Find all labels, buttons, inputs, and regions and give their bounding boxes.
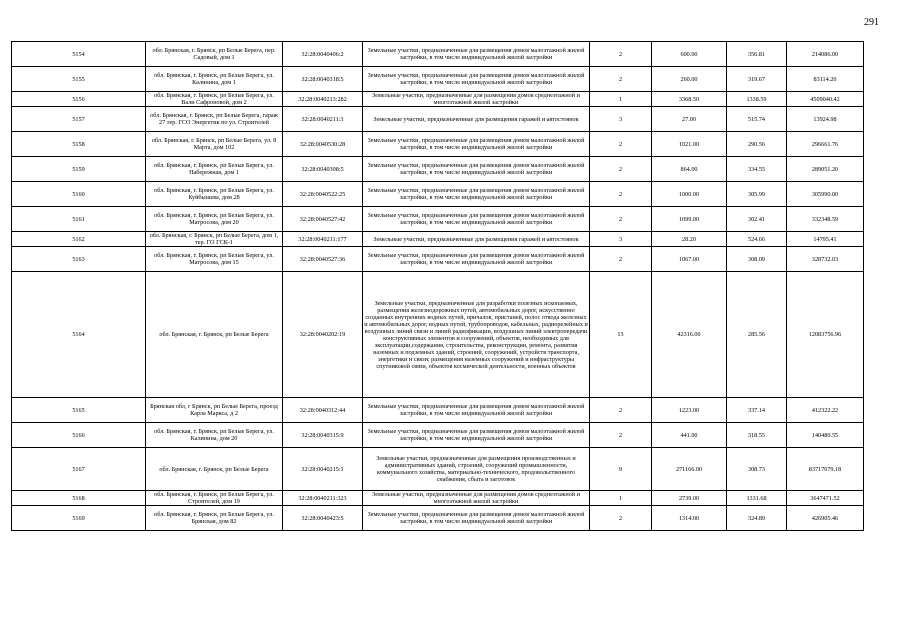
cadastral-number-cell: 32:28:0040215:1 [283, 448, 363, 491]
group-number-cell: 2 [590, 157, 652, 182]
specific-value-cell: 318.55 [727, 423, 787, 448]
table-row [12, 272, 864, 398]
cadastral-value-cell: 426905.46 [787, 506, 864, 531]
group-number-cell: 2 [590, 398, 652, 423]
specific-value-cell: 334.55 [727, 157, 787, 182]
table-row [12, 423, 864, 448]
land-purpose-cell: Земельные участки, предназначенные для размещения домов малоэтажной жилой застройки, в том числе индивидуальной жилой застройки [363, 423, 590, 448]
cadastral-value-cell: 412322.22 [787, 398, 864, 423]
address-cell: обл. Брянская, г. Брянск, рп Белые Берега [146, 272, 283, 398]
cadastral-value-cell: 305990.00 [787, 182, 864, 207]
area-cell: 1314.00 [652, 506, 727, 531]
address-cell: обл. Брянская, г. Брянск, рп Белые Берега, ул. Матросова, дом 20 [146, 207, 283, 232]
cadastral-number-cell: 32:28:0040211:323 [283, 491, 363, 506]
cadastral-number-cell: 32:28:0040315:9 [283, 423, 363, 448]
specific-value-cell: 324.89 [727, 506, 787, 531]
land-purpose-cell: Земельные участки, предназначенные для размещения домов малоэтажной жилой застройки, в том числе индивидуальной жилой застройки [363, 67, 590, 92]
land-purpose-cell: Земельные участки, предназначенные для размещения домов малоэтажной жилой застройки, в том числе индивидуальной жилой застройки [363, 182, 590, 207]
cadastral-number-cell: 32:28:0040318:5 [283, 67, 363, 92]
row-number: 5156 [12, 92, 146, 107]
cadastral-number-cell: 32:28:0040527:42 [283, 207, 363, 232]
table-row [12, 42, 864, 67]
cadastral-number-cell: 32:28:0040211:177 [283, 232, 363, 247]
cadastral-number-cell: 32:28:0040211:3 [283, 107, 363, 132]
group-number-cell: 2 [590, 67, 652, 92]
table-row [12, 506, 864, 531]
group-number-cell: 2 [590, 207, 652, 232]
cadastral-number-cell: 32:28:0040527:36 [283, 247, 363, 272]
row-number: 5164 [12, 272, 146, 398]
specific-value-cell: 305.99 [727, 182, 787, 207]
cadastral-value-cell: 12083756.96 [787, 272, 864, 398]
land-purpose-cell: Земельные участки, предназначенные для размещения гаражей и автостоянок [363, 232, 590, 247]
address-cell: обл. Брянская, г. Брянск, рп Белые Берега, ул. Матросова, дом 15 [146, 247, 283, 272]
cadastral-value-cell: 140480.55 [787, 423, 864, 448]
land-purpose-cell: Земельные участки, предназначенные для размещения домов среднеэтажной и многоэтажной жилой застройки [363, 92, 590, 107]
cadastral-value-cell: 332348.59 [787, 207, 864, 232]
table-row [12, 448, 864, 491]
row-number: 5168 [12, 491, 146, 506]
group-number-cell: 2 [590, 506, 652, 531]
land-purpose-cell: Земельные участки, предназначенные для размещения домов малоэтажной жилой застройки, в том числе индивидуальной жилой застройки [363, 42, 590, 67]
group-number-cell: 1 [590, 491, 652, 506]
land-purpose-cell: Земельные участки, предназначенные для размещения гаражей и автостоянок [363, 107, 590, 132]
area-cell: 28.20 [652, 232, 727, 247]
row-number: 5155 [12, 67, 146, 92]
row-number: 5167 [12, 448, 146, 491]
table-row [12, 107, 864, 132]
row-number: 5166 [12, 423, 146, 448]
group-number-cell: 3 [590, 107, 652, 132]
address-cell: обл. Брянская, г. Брянск, рп Белые Берега, дом 1, тер. ГО ГСК-1 [146, 232, 283, 247]
row-number: 5169 [12, 506, 146, 531]
address-cell: обл. Брянская, г. Брянск, рп Белые Берега, ул. Куйбышева, дом 28 [146, 182, 283, 207]
land-purpose-cell: Земельные участки, предназначенные для размещения домов малоэтажной жилой застройки, в том числе индивидуальной жилой застройки [363, 506, 590, 531]
specific-value-cell: 319.67 [727, 67, 787, 92]
cadastral-number-cell: 32:28:0040522:25 [283, 182, 363, 207]
table-row [12, 398, 864, 423]
cadastral-value-cell: 328732.03 [787, 247, 864, 272]
specific-value-cell: 356.81 [727, 42, 787, 67]
address-cell: обл. Брянская, г. Брянск, рп Белые Берега, гараж 27 тер. ГСО Энергетик по ул. Строителей [146, 107, 283, 132]
row-number: 5154 [12, 42, 146, 67]
row-number: 5160 [12, 182, 146, 207]
row-number: 5157 [12, 107, 146, 132]
land-purpose-cell: Земельные участки, предназначенные для размещения домов малоэтажной жилой застройки, в том числе индивидуальной жилой застройки [363, 247, 590, 272]
address-cell: обл. Брянская, г. Брянск, рп Белые Берега, ул. Вали Сафроновой, дом 2 [146, 92, 283, 107]
group-number-cell: 3 [590, 232, 652, 247]
cadastral-number-cell: 32:28:0040530:28 [283, 132, 363, 157]
address-cell: обл. Брянская, г. Брянск, рп Белые Берега, ул. Калинина, дом 20 [146, 423, 283, 448]
cadastral-value-cell: 83717079.18 [787, 448, 864, 491]
row-number: 5165 [12, 398, 146, 423]
address-cell: обл. Брянская, г. Брянск, рп Белые Берега, ул. Набережная, дом 1 [146, 157, 283, 182]
cadastral-value-cell: 83114.20 [787, 67, 864, 92]
row-number: 5163 [12, 247, 146, 272]
land-purpose-cell: Земельные участки, предназначенные для разработки полезных ископаемых, размещения железнодорожных путей, автомобильных дорог, искусственно созданных внутренних водных путей, причалов, пристаней, полос отвода железных и автомобильных дорог, водных путей, трубопроводов, кабельных, радиорелейных и воздушных линий связи и линий радиофикации, воздушных линий электропередачи конструктивных элементов и сооружений, объектов, необходимых для эксплуатации,содержания, строительства, реконструкции, ремонта, развития наземных и подземных зданий, строений, сооружений, устройств транспорта, энергетики и связи; размещения наземных сооружений и инфраструктуры спутниковой связи, объектов космической деятельности, военных объектов [363, 272, 590, 398]
specific-value-cell: 1331.68 [727, 491, 787, 506]
land-purpose-cell: Земельные участки, предназначенные для размещения домов малоэтажной жилой застройки, в том числе индивидуальной жилой застройки [363, 398, 590, 423]
group-number-cell: 2 [590, 182, 652, 207]
area-cell: 1223.00 [652, 398, 727, 423]
address-cell: обл. Брянская, г. Брянск, рп Белые Берега, ул. Калинина, дом 1 [146, 67, 283, 92]
group-number-cell: 1 [590, 92, 652, 107]
cadastral-value-cell: 289051.20 [787, 157, 864, 182]
area-cell: 2739.00 [652, 491, 727, 506]
cadastral-value-cell: 14795.41 [787, 232, 864, 247]
land-purpose-cell: Земельные участки, предназначенные для размещения домов малоэтажной жилой застройки, в том числе индивидуальной жилой застройки [363, 207, 590, 232]
group-number-cell: 2 [590, 42, 652, 67]
row-number: 5158 [12, 132, 146, 157]
specific-value-cell: 337.14 [727, 398, 787, 423]
land-plots-table [11, 41, 864, 531]
address-cell: обл. Брянская, г. Брянск, рп Белые Берега, ул. 8 Марта, дом 102 [146, 132, 283, 157]
address-cell: обл. Брянская, г. Брянск, рп Белые Берега, пер. Садовый, дом 1 [146, 42, 283, 67]
row-number: 5159 [12, 157, 146, 182]
specific-value-cell: 308.73 [727, 448, 787, 491]
group-number-cell: 2 [590, 132, 652, 157]
cadastral-value-cell: 4509040.42 [787, 92, 864, 107]
specific-value-cell: 302.41 [727, 207, 787, 232]
cadastral-number-cell: 32:28:0040423:5 [283, 506, 363, 531]
cadastral-value-cell: 13924.98 [787, 107, 864, 132]
area-cell: 1000.00 [652, 182, 727, 207]
area-cell: 3368.50 [652, 92, 727, 107]
specific-value-cell: 1338.59 [727, 92, 787, 107]
group-number-cell: 9 [590, 448, 652, 491]
table-row [12, 157, 864, 182]
specific-value-cell: 515.74 [727, 107, 787, 132]
specific-value-cell: 524.66 [727, 232, 787, 247]
cadastral-number-cell: 32:28:0040406:2 [283, 42, 363, 67]
area-cell: 42316.00 [652, 272, 727, 398]
area-cell: 600.00 [652, 42, 727, 67]
cadastral-value-cell: 214086.00 [787, 42, 864, 67]
cadastral-number-cell: 32:28:0040308:5 [283, 157, 363, 182]
cadastral-number-cell: 32:28:0040213:282 [283, 92, 363, 107]
land-purpose-cell: Земельные участки, предназначенные для размещения производственных и административных зданий, строений, сооружений промышленности, коммунального хозяйства, материально-технического, продовольственного снабжения, сбыта и заготовок [363, 448, 590, 491]
table-row [12, 182, 864, 207]
land-purpose-cell: Земельные участки, предназначенные для размещения домов малоэтажной жилой застройки, в том числе индивидуальной жилой застройки [363, 157, 590, 182]
specific-value-cell: 308.09 [727, 247, 787, 272]
table-row [12, 207, 864, 232]
row-number: 5162 [12, 232, 146, 247]
table-row [12, 132, 864, 157]
address-cell: обл. Брянская, г. Брянск, рп Белые Берега [146, 448, 283, 491]
land-purpose-cell: Земельные участки, предназначенные для размещения домов малоэтажной жилой застройки, в том числе индивидуальной жилой застройки [363, 132, 590, 157]
table-row [12, 491, 864, 506]
cadastral-value-cell: 3647471.52 [787, 491, 864, 506]
area-cell: 864.00 [652, 157, 727, 182]
area-cell: 441.00 [652, 423, 727, 448]
page-number: 291 [864, 17, 879, 28]
table-body [12, 42, 864, 531]
specific-value-cell: 285.56 [727, 272, 787, 398]
area-cell: 1021.00 [652, 132, 727, 157]
area-cell: 271166.00 [652, 448, 727, 491]
area-cell: 1067.00 [652, 247, 727, 272]
specific-value-cell: 290.56 [727, 132, 787, 157]
area-cell: 1099.00 [652, 207, 727, 232]
table-row [12, 247, 864, 272]
cadastral-value-cell: 296661.76 [787, 132, 864, 157]
row-number: 5161 [12, 207, 146, 232]
address-cell: обл. Брянская, г. Брянск, рп Белые Берега, ул. Брянская, дом 82 [146, 506, 283, 531]
cadastral-number-cell: 32:28:0040202:19 [283, 272, 363, 398]
table-row [12, 67, 864, 92]
group-number-cell: 2 [590, 423, 652, 448]
area-cell: 260.00 [652, 67, 727, 92]
table-row [12, 232, 864, 247]
area-cell: 27.00 [652, 107, 727, 132]
group-number-cell: 2 [590, 247, 652, 272]
address-cell: Брянская обл, г Брянск, рп Белые Берега, проезд Карла Маркса, д 2 [146, 398, 283, 423]
group-number-cell: 13 [590, 272, 652, 398]
land-purpose-cell: Земельные участки, предназначенные для размещения домов среднеэтажной и многоэтажной жилой застройки [363, 491, 590, 506]
table-row [12, 92, 864, 107]
cadastral-number-cell: 32:28:0040312:44 [283, 398, 363, 423]
address-cell: обл. Брянская, г. Брянск, рп Белые Берега, ул. Строителей, дом 19 [146, 491, 283, 506]
